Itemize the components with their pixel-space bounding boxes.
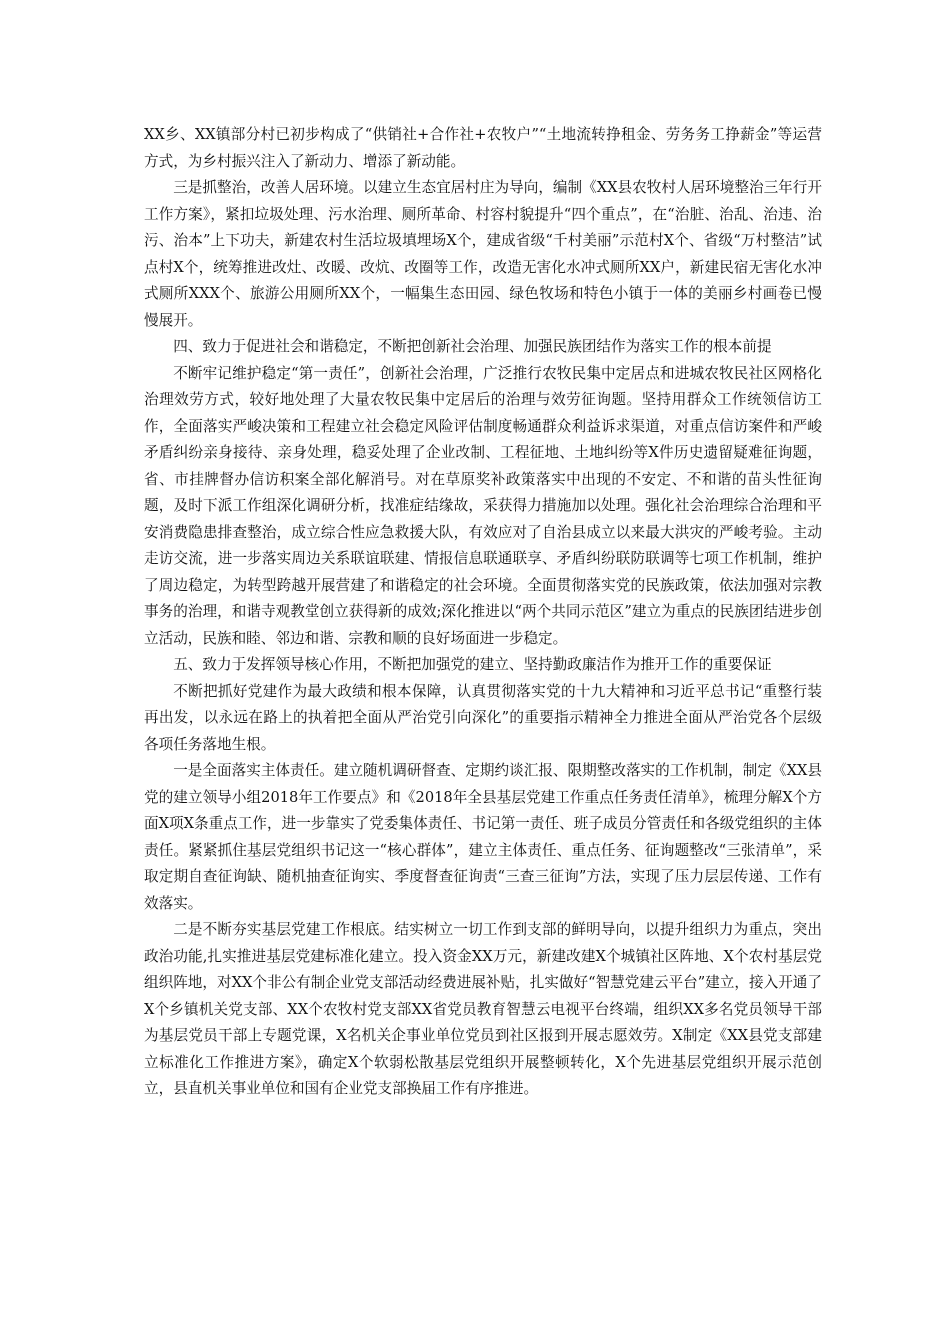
paragraph-continuation: XX乡、XX镇部分村已初步构成了“供销社+合作社+农牧户”“土地流转挣租金、劳务务工挣薪金”等运营方式，为乡村振兴注入了新动力、增添了新动能。 xyxy=(144,126,822,170)
section-heading-four: 四、致力于促进社会和谐稳定，不断把创新社会治理、加强民族团结作为落实工作的根本前提 xyxy=(173,338,772,355)
paragraph-rectification: 三是抓整治，改善人居环境。以建立生态宜居村庄为导向，编制《XX县农牧村人居环境整治三年行开工作方案》，紧扣垃圾处理、污水治理、厕所革命、村容村貌提升“四个重点”，在“治脏、治乱、治违、治污、治本”上下功夫，新建农村生活垃圾填埋场X个，建成省级“千村美丽”示范村X个、省级“万村整洁”试点村X个，统筹推进改灶、改暖、改炕、改圈等工作，改造无害化水冲式厕所XX户，新建民宿无害化水冲式厕所XXX个、旅游公用厕所XX个，一幅集生态田园、绿色牧场和特色小镇于一体的美丽乡村画卷已慢慢展开。 xyxy=(144,179,822,329)
paragraph-grassroots: 二是不断夯实基层党建工作根底。结实树立一切工作到支部的鲜明导向，以提升组织力为重点，突出政治功能,扎实推进基层党建标准化建立。投入资金XX万元，新建改建X个城镇社区阵地、X个农村基层党组织阵地，对XX个非公有制企业党支部活动经费进展补贴，扎实做好“智慧党建云平台”建立，接入开通了X个乡镇机关党支部、XX个农牧村党支部XX省党员教育智慧云电视平台终端，组织XX多名党员领导干部为基层党员干部上专题党课，X名机关企事业单位党员到社区报到开展志愿效劳。X制定《XX县党支部建立标准化工作推进方案》，确定X个软弱松散基层党组织开展整顿转化，X个先进基层党组织开展示范创立，县直机关事业单位和国有企业党支部换届工作有序推进。 xyxy=(144,921,822,1097)
section-heading-five: 五、致力于发挥领导核心作用，不断把加强党的建立、坚持勤政廉洁作为推开工作的重要保证 xyxy=(173,656,772,673)
document-page xyxy=(144,122,822,1103)
paragraph-stability: 不断牢记维护稳定“第一责任”，创新社会治理，广泛推行农牧民集中定居点和进城农牧民社区网格化治理效劳方式，较好地处理了大量农牧民集中定居后的治理与效劳征询题。坚持用群众工作统领信访工作，全面落实严峻决策和工程建立社会稳定风险评估制度畅通群众利益诉求渠道，对重点信访案件和严峻矛盾纠纷亲身接待、亲身处理，稳妥处理了企业改制、工程征地、土地纠纷等X件历史遗留疑难征询题，省、市挂牌督办信访积案全部化解消号。对在草原奖补政策落实中出现的不安定、不和谐的苗头性征询题，及时下派工作组深化调研分析，找准症结缘故，采获得力措施加以处理。强化社会治理综合治理和平安消费隐患排查整治，成立综合性应急救援大队，有效应对了自治县成立以来最大洪灾的严峻考验。主动走访交流，进一步落实周边关系联谊联建、情报信息联通联享、矛盾纠纷联防联调等七项工作机制，维护了周边稳定，为转型跨越开展营建了和谐稳定的社会环境。全面贯彻落实党的民族政策，依法加强对宗教事务的治理，和谐寺观教堂创立获得新的成效;深化推进以“两个共同示范区”建立为重点的民族团结进步创立活动，民族和睦、邻边和谐、宗教和顺的良好场面进一步稳定。 xyxy=(144,364,822,647)
paragraph-party-building: 不断把抓好党建作为最大政绩和根本保障，认真贯彻落实党的十九大精神和习近平总书记“重整行装再出发，以永远在路上的执着把全面从严治党引向深化”的重要指示精神全力推进全面从严治党各个层级各项任务落地生根。 xyxy=(144,682,822,753)
paragraph-responsibility: 一是全面落实主体责任。建立随机调研督查、定期约谈汇报、限期整改落实的工作机制，制定《XX县党的建立领导小组2018年工作要点》和《2018年全县基层党建工作重点任务责任清单》，梳理分解X个方面X项X条重点工作，进一步靠实了党委集体责任、书记第一责任、班子成员分管责任和各级党组织的主体责任。紧紧抓住基层党组织书记这一“核心群体”，建立主体责任、重点任务、征询题整改“三张清单”，采取定期自查征询缺、随机抽查征询实、季度督查征询责“三查三征询”方法，实现了压力层层传递、工作有效落实。 xyxy=(144,762,822,912)
